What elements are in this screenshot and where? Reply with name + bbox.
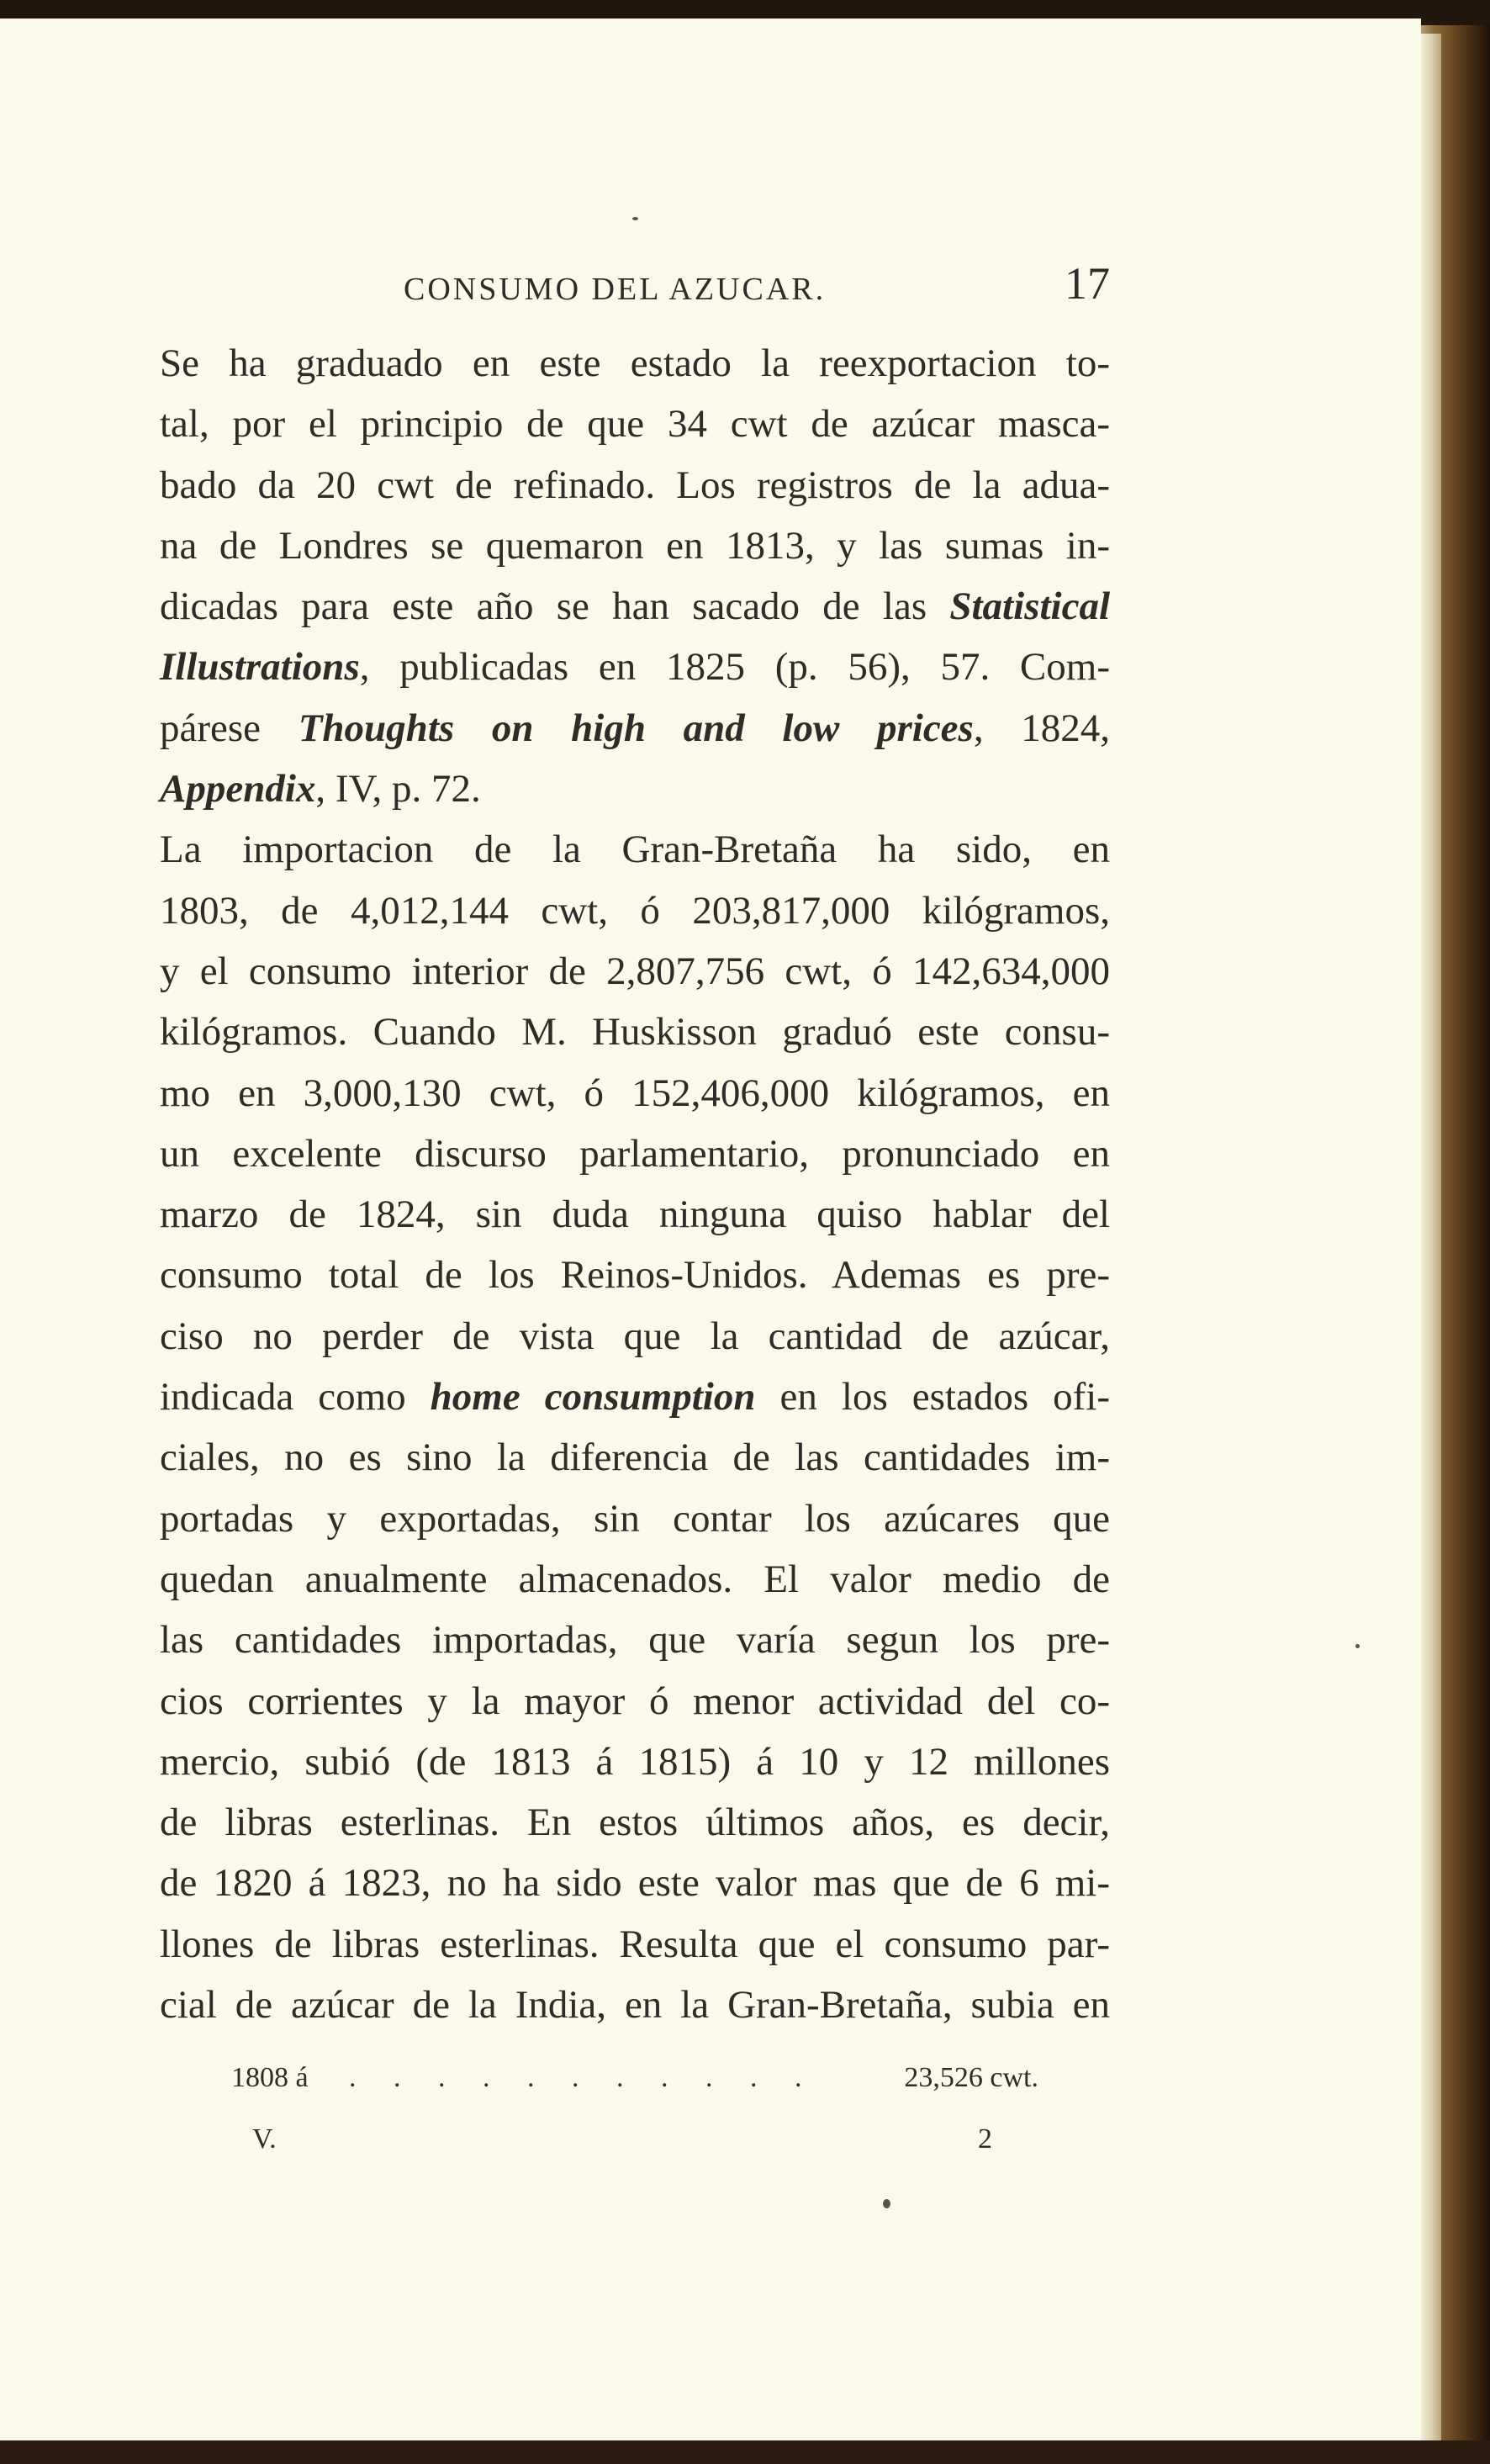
italic-title: home consumption — [430, 1375, 756, 1420]
text-line — [160, 1671, 1110, 1732]
text-line — [160, 1184, 1110, 1245]
sheet-signature: 2 — [978, 2123, 992, 2155]
text-run: párese — [160, 706, 299, 750]
ink-speck — [1355, 1644, 1360, 1648]
italic-title: Thoughts on high and low prices — [298, 706, 974, 750]
text-run: cios corrientes y la mayor ó menor actividad del co- — [160, 1679, 1110, 1723]
text-run: cial de azúcar de la India, en la Gran-Bretaña, subia en — [160, 1983, 1110, 2028]
text-run: portadas y exportadas, sin contar los azúcares que — [160, 1496, 1110, 1541]
italic-title: Statistical — [949, 584, 1110, 629]
text-run: kilógramos. Cuando M. Huskisson graduó este consu- — [160, 1010, 1110, 1055]
text-line — [160, 1792, 1110, 1853]
text-run: consumo total de los Reinos-Unidos. Ademas es pre- — [160, 1253, 1110, 1298]
text-line — [160, 637, 1110, 697]
text-run: dicadas para este año se han sacado de las — [160, 584, 950, 629]
text-run: un excelente discurso parlamentario, pronunciado en — [160, 1131, 1110, 1176]
text-run: llones de libras esterlinas. Resulta que el consumo par- — [160, 1922, 1110, 1966]
volume-mark: V. — [252, 2123, 277, 2155]
text-line — [160, 941, 1110, 1002]
text-line — [160, 1427, 1110, 1488]
text-line — [160, 1975, 1110, 2035]
text-run: de libras esterlinas. En estos últimos años, es decir, — [160, 1800, 1110, 1845]
text-run: ciales, no es sino la diferencia de las cantidades im- — [160, 1436, 1110, 1480]
table-year: 1808 á — [231, 2062, 309, 2093]
text-run: quedan anualmente almacenados. El valor medio de — [160, 1557, 1110, 1601]
text-line — [160, 1002, 1110, 1062]
running-head — [160, 258, 1110, 318]
text-line — [160, 759, 1110, 819]
text-line — [160, 1610, 1110, 1670]
table-leader-dots: . . . . . . . . . . . — [349, 2062, 817, 2093]
text-line — [160, 394, 1110, 454]
text-line — [160, 819, 1110, 880]
scan-border — [0, 2440, 1490, 2464]
text-run: , IV, p. 72. — [315, 767, 481, 812]
text-run: y el consumo interior de 2,807,756 cwt, ó 142,634,000 — [160, 949, 1110, 993]
text-run: marzo de 1824, sin duda ninguna quiso hablar del — [160, 1192, 1110, 1237]
text-line — [160, 1914, 1110, 1975]
text-run: Se ha graduado en este estado la reexportacion to- — [160, 341, 1110, 385]
text-run: mo en 3,000,130 cwt, ó 152,406,000 kilógramos, en — [160, 1071, 1110, 1115]
text-line — [160, 1245, 1110, 1305]
text-run: tal, por el principio de que 34 cwt de azúcar masca- — [160, 402, 1110, 447]
text-run: , publicadas en 1825 (p. 56), 57. Com- — [359, 645, 1110, 690]
text-line — [160, 1367, 1110, 1427]
text-run: La importacion de la Gran-Bretaña ha sido, en — [160, 828, 1110, 872]
body-text — [160, 333, 1110, 2035]
text-line — [160, 880, 1110, 941]
text-line — [160, 1488, 1110, 1549]
running-head-title: CONSUMO DEL AZUCAR. — [404, 272, 827, 307]
text-run: bado da 20 cwt de refinado. Los registros de la adua- — [160, 463, 1110, 507]
text-line — [160, 1124, 1110, 1184]
text-line — [160, 1853, 1110, 1913]
text-line — [160, 333, 1110, 394]
text-run: de 1820 á 1823, no ha sido este valor mas que de 6 mi- — [160, 1861, 1110, 1906]
text-line — [160, 455, 1110, 516]
table-value: 23,526 cwt. — [904, 2062, 1038, 2093]
ink-speck — [632, 217, 638, 220]
italic-title: Appendix — [160, 767, 316, 812]
text-line — [160, 516, 1110, 576]
text-run: en los estados ofi- — [755, 1375, 1110, 1420]
text-line — [160, 1732, 1110, 1792]
text-line — [160, 1063, 1110, 1124]
page-edges — [1421, 34, 1441, 2447]
table-row — [231, 2062, 1038, 2094]
text-line — [160, 1549, 1110, 1610]
italic-title: Illustrations — [160, 645, 360, 690]
text-run: mercio, subió (de 1813 á 1815) á 10 y 12 millones — [160, 1739, 1110, 1784]
text-run: las cantidades importadas, que varía segun los pre- — [160, 1618, 1110, 1663]
text-line — [160, 1306, 1110, 1367]
page-number: 17 — [1065, 258, 1110, 309]
text-run: , 1824, — [973, 706, 1111, 750]
text-run: indicada como — [160, 1375, 431, 1420]
text-run: na de Londres se quemaron en 1813, y las sumas in- — [160, 523, 1110, 568]
text-line — [160, 576, 1110, 637]
ink-speck — [883, 2199, 890, 2208]
text-run: ciso no perder de vista que la cantidad de azúcar, — [160, 1314, 1110, 1358]
text-run: 1803, de 4,012,144 cwt, ó 203,817,000 kilógramos, — [160, 888, 1110, 933]
text-line — [160, 698, 1110, 759]
